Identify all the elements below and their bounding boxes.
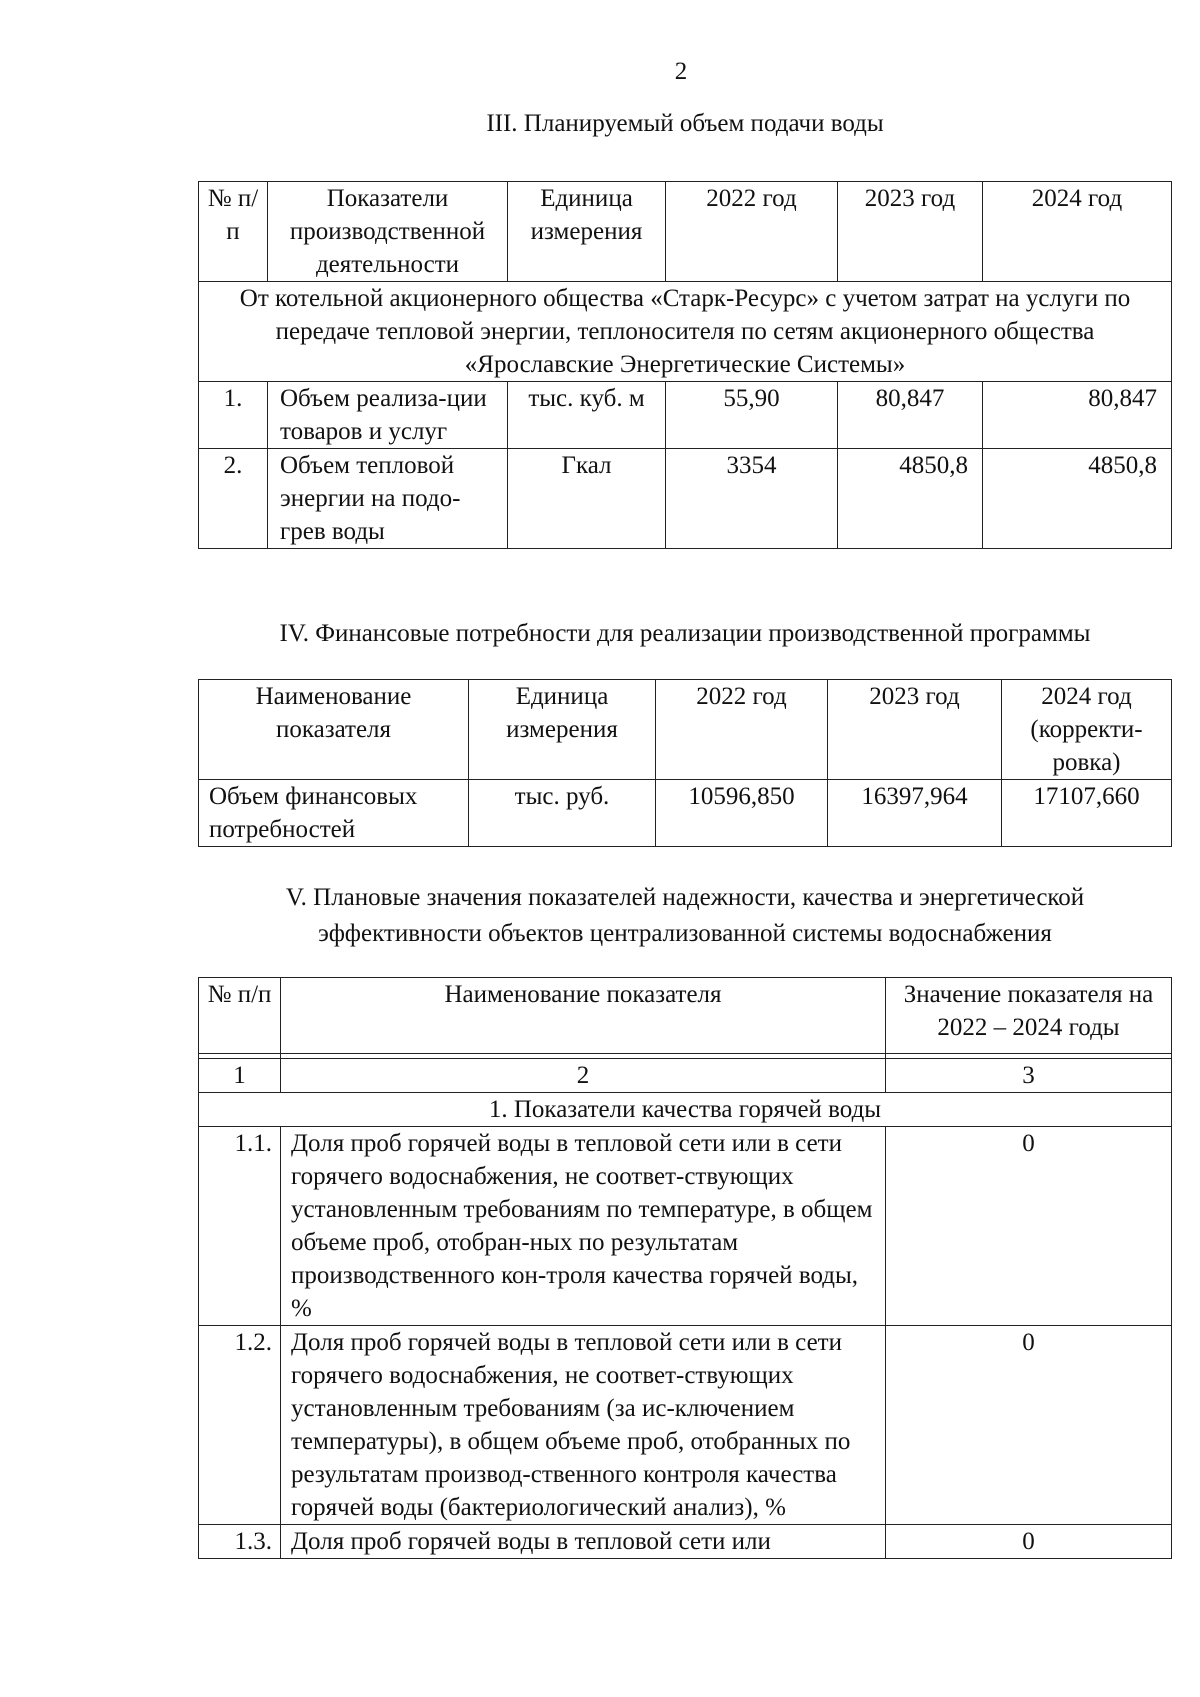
- row-num: 1.3.: [199, 1525, 281, 1559]
- row-2024: 17107,660: [1002, 780, 1172, 847]
- col-number-3: 3: [886, 1059, 1172, 1093]
- group-row: [199, 282, 1172, 382]
- row-name: Объем финансовых потребностей: [199, 780, 469, 847]
- row-name: Объем тепловой энергии на подо-грев воды: [268, 449, 508, 549]
- table-row: [199, 1127, 1172, 1326]
- row-name: Объем реализа-ции товаров и услуг: [268, 382, 508, 449]
- row-name: Доля проб горячей воды в тепловой сети или: [281, 1525, 886, 1559]
- row-name: Доля проб горячей воды в тепловой сети или в сети горячего водоснабжения, не соответ-ствующих установленным требованиям по температуре, в общем объеме проб, отобран-ных по результатам производственного кон-троля качества горячей воды, %: [281, 1127, 886, 1326]
- table-row: [199, 1525, 1172, 1559]
- table-row: [199, 449, 1172, 549]
- water-supply-table: [198, 181, 1172, 549]
- row-2023: 4850,8: [838, 449, 983, 549]
- column-number-row: [199, 1059, 1172, 1093]
- row-num: 1.: [199, 382, 268, 449]
- row-name: Доля проб горячей воды в тепловой сети или в сети горячего водоснабжения, не соответ-ствующих установленным требованиям (за ис-ключением температуры), в общем объеме проб, отобранных по результатам производ-ственного контроля качества горячей воды (бактериологический анализ), %: [281, 1326, 886, 1525]
- row-unit: тыс. руб.: [469, 780, 656, 847]
- table-header-row: [199, 680, 1172, 780]
- row-2022: 10596,850: [656, 780, 828, 847]
- table-row: [199, 1326, 1172, 1525]
- header-2023: 2023 год: [828, 680, 1002, 780]
- group-row-text: От котельной акционерного общества «Старк-Ресурс» с учетом затрат на услуги по передаче тепловой энергии, теплоносителя по сетям акционерного общества «Ярославские Энергетические Системы»: [199, 282, 1172, 382]
- col-number-2: 2: [281, 1059, 886, 1093]
- table-header-row: [199, 182, 1172, 282]
- page-number: 2: [674, 58, 688, 85]
- header-num: № п/п: [199, 182, 268, 282]
- section4-title: IV. Финансовые потребности для реализации производственной программы: [279, 620, 1091, 647]
- header-2022: 2022 год: [666, 182, 838, 282]
- section3-title: III. Планируемый объем подачи воды: [486, 110, 884, 137]
- section5-title: V. Плановые значения показателей надежности, качества и энергетической эффективности объектов централизованной системы водоснабжения: [285, 884, 1085, 947]
- row-2023: 16397,964: [828, 780, 1002, 847]
- group-row: [199, 1093, 1172, 1127]
- row-value: 0: [886, 1326, 1172, 1525]
- row-2023: 80,847: [838, 382, 983, 449]
- row-num: 1.1.: [199, 1127, 281, 1326]
- table-header-row: [199, 978, 1172, 1054]
- header-num: № п/п: [199, 978, 281, 1054]
- row-value: 0: [886, 1525, 1172, 1559]
- table-row: [199, 382, 1172, 449]
- financial-needs-table: [198, 679, 1172, 847]
- row-num: 1.2.: [199, 1326, 281, 1525]
- header-2024: 2024 год (корректи-ровка): [1002, 680, 1172, 780]
- header-2022: 2022 год: [656, 680, 828, 780]
- row-unit: тыс. куб. м: [508, 382, 666, 449]
- header-2023: 2023 год: [838, 182, 983, 282]
- row-2022: 3354: [666, 449, 838, 549]
- row-value: 0: [886, 1127, 1172, 1326]
- header-unit: Единица измерения: [508, 182, 666, 282]
- header-value: Значение показателя на 2022 – 2024 годы: [886, 978, 1172, 1054]
- row-num: 2.: [199, 449, 268, 549]
- header-2024: 2024 год: [983, 182, 1172, 282]
- row-unit: Гкал: [508, 449, 666, 549]
- group-row-text: 1. Показатели качества горячей воды: [199, 1093, 1172, 1127]
- header-indicator-name: Наименование показателя: [199, 680, 469, 780]
- col-number-1: 1: [199, 1059, 281, 1093]
- row-2024: 4850,8: [983, 449, 1172, 549]
- row-2024: 80,847: [983, 382, 1172, 449]
- table-row: [199, 780, 1172, 847]
- header-indicator-name: Наименование показателя: [281, 978, 886, 1054]
- indicators-table: [198, 977, 1172, 1559]
- header-indicator: Показатели производственной деятельности: [268, 182, 508, 282]
- row-2022: 55,90: [666, 382, 838, 449]
- header-unit: Единица измерения: [469, 680, 656, 780]
